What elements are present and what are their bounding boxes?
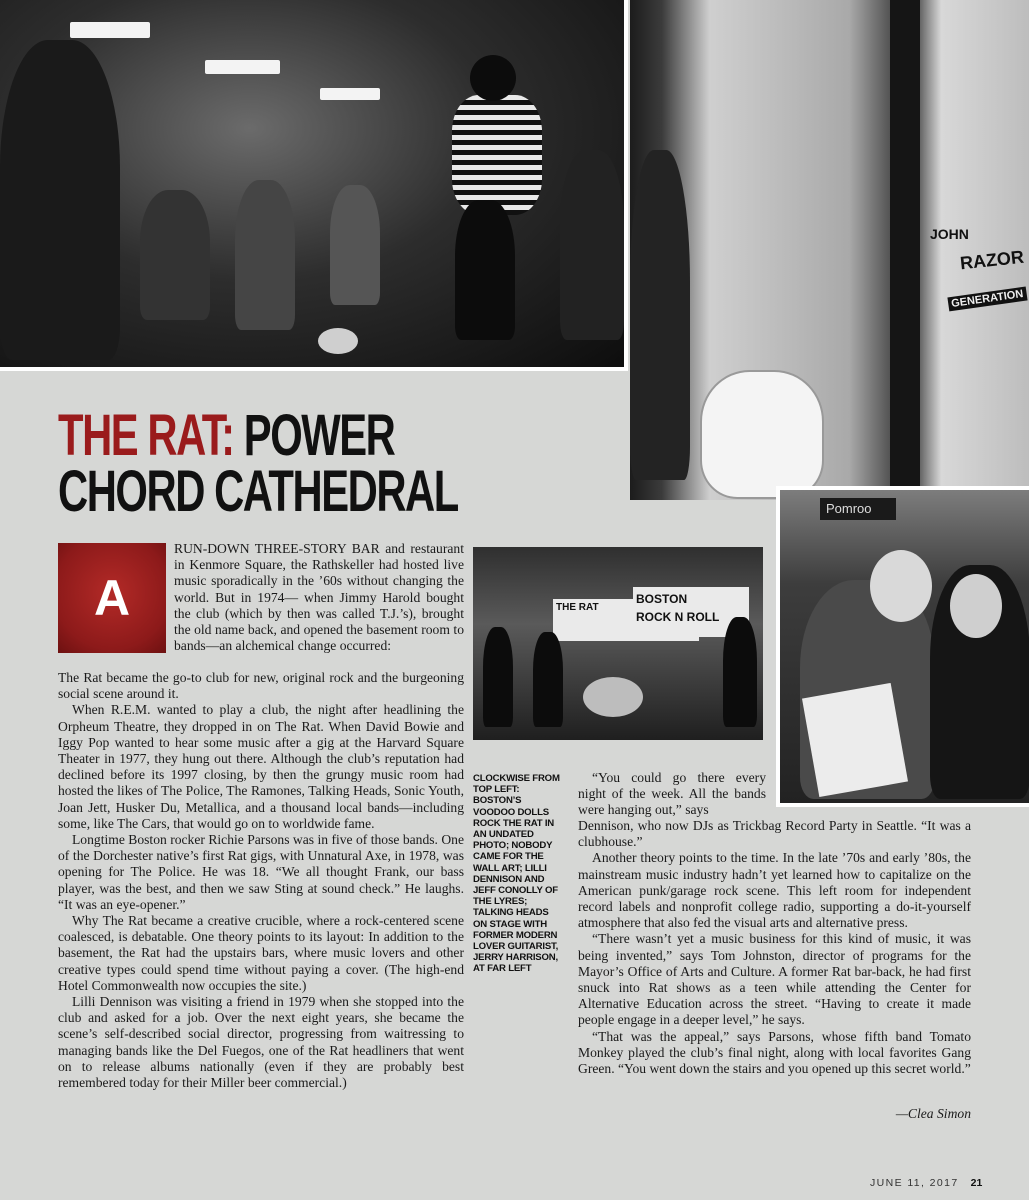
crowd-figure bbox=[330, 185, 380, 305]
stage-light bbox=[205, 60, 280, 74]
singer-striped-shirt bbox=[452, 95, 542, 215]
singer-head bbox=[470, 55, 516, 101]
crowd-figure bbox=[140, 190, 210, 320]
banner-text: ROCK N ROLL bbox=[636, 610, 720, 624]
photo-band-on-stage bbox=[0, 0, 628, 371]
paragraph: Why The Rat became a creative crucible, where a rock-centered scene coalesced, is debatable. One theory points to its layout: In addition to the basement, the Rat had the upstairs bars, where music lovers and other creative types could spend time without paying a cover. (The high-end Hotel Commonwealth now occupies the site.) bbox=[58, 913, 464, 993]
guitarist-silhouette bbox=[0, 40, 120, 360]
musician-silhouette bbox=[723, 617, 757, 727]
club-sign: Pomroo bbox=[820, 498, 896, 520]
paragraph: Dennison, who now DJs as Trickbag Record Party in Seattle. “It was a clubhouse.” bbox=[578, 818, 971, 850]
musician-silhouette bbox=[533, 632, 563, 727]
paragraph: Longtime Boston rocker Richie Parsons was in five of those bands. One of the Dorchester native’s first Rat gigs, with Unnatural Axe, in 1978, was opening for The Police. He was 18. “We all thought Frank, our bass player, was the best, and then we saw Sting at sound check.” He laughs. “It was an eye-opener.” bbox=[58, 832, 464, 912]
singer-legs bbox=[455, 200, 515, 340]
drum-kit bbox=[583, 677, 643, 717]
graffiti-text: GENERATION bbox=[947, 287, 1027, 312]
person-silhouette bbox=[630, 150, 690, 480]
headline-line2: CHORD CATHEDRAL bbox=[58, 459, 458, 524]
stage-light bbox=[70, 22, 150, 38]
wall-pipe bbox=[890, 0, 920, 500]
paragraph: RUN-DOWN THREE-STORY BAR and restaurant in Kenmore Square, the Rathskeller had hosted live music sporadically in the ’60s without changing the world. But in 1974— when Jimmy Harold bought the club (which by then was called T.J.’s), brought the old name back, and opened the basement room to bands—an alchemical change occurred: bbox=[174, 541, 464, 654]
headline-black: POWER bbox=[233, 403, 395, 468]
photo-caption: CLOCKWISE FROM TOP LEFT: BOSTON’S VOODOO DOLLS ROCK THE RAT IN AN UNDATED PHOTO; NOBODY CAME FOR THE WALL ART; LILLI DENNISON AND JEFF CONOLLY OF THE LYRES; TALKING HEADS ON STAGE WITH FORMER MODERN LOVER GUITARIST, JERRY HARRISON, AT FAR LEFT bbox=[473, 773, 560, 975]
photo-dennison-conolly bbox=[776, 486, 1029, 807]
photo-urinal-graffiti bbox=[630, 0, 1029, 500]
paragraph: Lilli Dennison was visiting a friend in 1979 when she stopped into the club and asked for a job. Over the next eight years, she became the scene’s self-described social director, progressing from waitressing to managing bands like the Del Fuegos, one of the Rat headliners that went on to release albums nationally (even if they are probably best remembered today for their Miller beer commercial.) bbox=[58, 994, 464, 1091]
article-column-right bbox=[578, 818, 971, 1077]
graffiti-text: RAZOR bbox=[959, 246, 1025, 274]
article-column-left bbox=[58, 670, 464, 1091]
paragraph: “That was the appeal,” says Parsons, whose fifth band Tomato Monkey played the club’s final night, along with local favorites Gang Green. “You went down the stairs and you opened up this secret world.” bbox=[578, 1028, 971, 1077]
towel bbox=[802, 683, 908, 797]
article-intro bbox=[174, 541, 464, 654]
stage-light bbox=[320, 88, 380, 100]
mic-stand-base bbox=[318, 328, 358, 354]
byline: —Clea Simon bbox=[895, 1106, 971, 1121]
paragraph: The Rat became the go-to club for new, original rock and the burgeoning social scene around it. bbox=[58, 670, 464, 702]
woman-face bbox=[870, 550, 932, 622]
man-face bbox=[950, 574, 1002, 638]
paragraph: Another theory points to the time. In the late ’70s and early ’80s, the mainstream music industry hadn’t yet learned how to capitalize on the American punk/garage rock scene. This left room for independent record labels and nonprofit college radio, supporting a do-it-yourself atmosphere that also fed the visual arts and alternative press. bbox=[578, 850, 971, 931]
headline bbox=[58, 403, 458, 524]
article-column-right-top bbox=[578, 770, 766, 819]
issue-date: JUNE 11, 2017 bbox=[870, 1177, 959, 1189]
page-number: 21 bbox=[970, 1177, 983, 1189]
paragraph: “You could go there every night of the week. All the bands were hanging out,” says bbox=[578, 770, 766, 818]
drop-cap: A bbox=[58, 543, 166, 653]
banner-text: BOSTON bbox=[636, 592, 688, 606]
musician-silhouette bbox=[483, 627, 513, 727]
paragraph: “There wasn’t yet a music business for this kind of music, it was being invented,” says Tom Johnston, director of programs for the Mayor’s Office of Arts and Culture. A former Rat bar-back, he had first snuck into Rat shows as a teen while attending the Center for Alternative Education across the street. “Having to create it made people engage in a deeper level,” he says. bbox=[578, 931, 971, 1028]
crowd-figure bbox=[235, 180, 295, 330]
headline-red: THE RAT: bbox=[58, 403, 234, 468]
paragraph: When R.E.M. wanted to play a club, the night after headlining the Orpheum Theatre, they dropped in on The Rat. When David Bowie and Iggy Pop wanted to hear some music after a gig at the Harvard Square Theater in 1977, they hung out there. Although the club’s reputation had declined before its 1997 closing, by then the grungy music room had hosted the likes of The Police, The Ramones, Talking Heads, Sonic Youth, Joan Jett, Husker Du, Metallica, and a thousand local bands—including some, like The Cars, that would go on to worldwide fame. bbox=[58, 702, 464, 831]
folio bbox=[870, 1177, 982, 1189]
photo-talking-heads bbox=[473, 547, 763, 740]
bassist-silhouette bbox=[560, 150, 624, 340]
urinal bbox=[700, 370, 824, 499]
graffiti-text: JOHN bbox=[930, 226, 969, 242]
banner-text: THE RAT bbox=[556, 602, 599, 613]
